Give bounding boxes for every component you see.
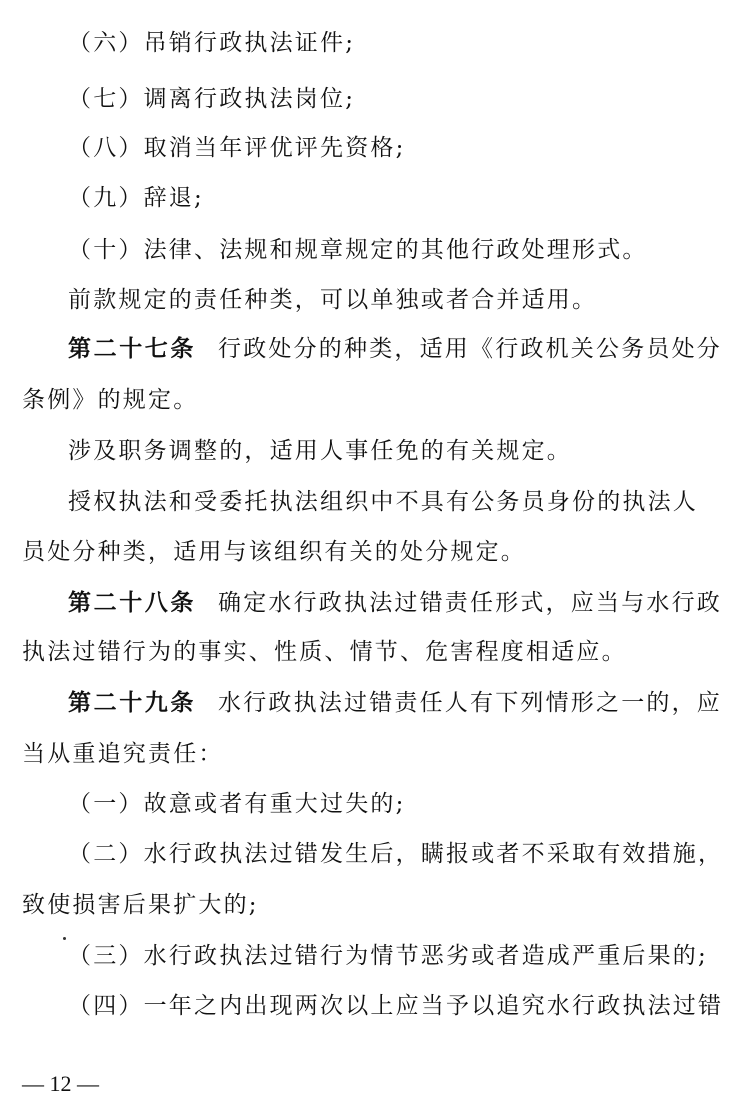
paragraph-line: （六）吊销行政执法证件;: [68, 30, 356, 56]
paragraph-line: （八）取消当年评优评先资格;: [68, 135, 406, 161]
stray-mark: [63, 937, 66, 940]
article-28-title: 第二十八条: [68, 589, 196, 616]
article-27-line: [0, 334, 750, 364]
paragraph-line: 条例》的规定。: [22, 387, 199, 413]
paragraph-line: 授权执法和受委托执法组织中不具有公务员身份的执法人: [68, 489, 698, 515]
list-item: （一）故意或者有重大过失的;: [68, 791, 406, 817]
article-29-text: 水行政执法过错责任人有下列情形之一的，应: [218, 690, 722, 716]
paragraph-line: 涉及职务调整的，适用人事任免的有关规定。: [68, 438, 572, 464]
article-27-text: 行政处分的种类，适用《行政机关公务员处分: [218, 336, 722, 362]
article-28-text: 确定水行政执法过错责任形式，应当与水行政: [218, 590, 722, 616]
paragraph-line: 员处分种类，适用与该组织有关的处分规定。: [22, 539, 526, 565]
paragraph-line: （七）调离行政执法岗位;: [68, 86, 356, 112]
paragraph-line: 执法过错行为的事实、性质、情节、危害程度相适应。: [22, 639, 627, 665]
list-item: （三）水行政执法过错行为情节恶劣或者造成严重后果的;: [68, 943, 708, 969]
paragraph-line: （十）法律、法规和规章规定的其他行政处理形式。: [68, 237, 648, 263]
paragraph-line: 前款规定的责任种类，可以单独或者合并适用。: [68, 287, 598, 313]
article-27-title: 第二十七条: [68, 335, 196, 362]
list-item: （四）一年之内出现两次以上应当予以追究水行政执法过错: [68, 993, 724, 1019]
paragraph-line: 当从重追究责任：: [22, 741, 224, 767]
article-28-line: [0, 588, 750, 618]
article-29-title: 第二十九条: [68, 689, 196, 716]
article-29-line: [0, 688, 750, 718]
page-number: — 12 —: [22, 1071, 99, 1096]
paragraph-line: （九）辞退;: [68, 185, 204, 211]
list-item: （二）水行政执法过错发生后，瞒报或者不采取有效措施，: [68, 841, 724, 867]
paragraph-line: 致使损害后果扩大的;: [22, 892, 259, 918]
